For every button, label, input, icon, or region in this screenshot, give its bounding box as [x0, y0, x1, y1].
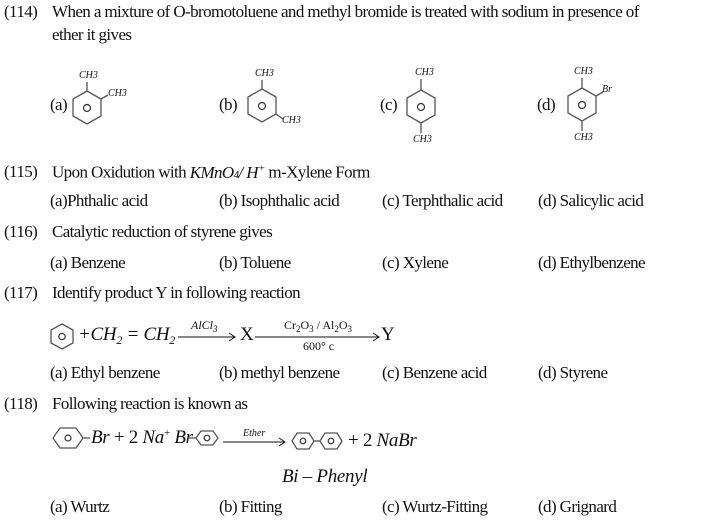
- question-number: (114): [4, 2, 38, 21]
- q115-option-b[interactable]: (b) Isophthalic acid: [219, 191, 340, 210]
- q115-option-a[interactable]: (a)Phthalic acid: [50, 191, 148, 210]
- q118-option-d[interactable]: (d) Grignard: [538, 497, 617, 516]
- q116-option-a[interactable]: (a) Benzene: [50, 253, 126, 272]
- question-118-number: (118): [4, 394, 38, 413]
- ch3-label: CH3: [282, 115, 301, 126]
- q118-option-a[interactable]: (a) Wurtz: [50, 497, 110, 516]
- ch3-label: CH3: [574, 66, 593, 77]
- ch3-label: CH3: [79, 70, 98, 81]
- option-c-label: (c): [380, 95, 398, 114]
- option-b-label: (b): [219, 95, 238, 114]
- product-y: Y: [381, 324, 395, 345]
- question-115-text: Upon Oxidution with KMnO4/ H+ m-Xylene Form: [52, 162, 370, 182]
- q117-option-b[interactable]: (b) methyl benzene: [219, 363, 340, 382]
- option-d-label: (d): [537, 95, 556, 114]
- br-label: Br: [602, 84, 612, 95]
- question-117-text: Identify product Y in following reaction: [52, 283, 301, 302]
- product-name-biphenyl: Bi – Phenyl: [282, 466, 368, 487]
- q116-option-d[interactable]: (d) Ethylbenzene: [538, 253, 645, 272]
- q116-option-c[interactable]: (c) Xylene: [382, 253, 449, 272]
- byproduct-nabr: + 2 NaBr: [348, 430, 417, 451]
- question-116-text: Catalytic reduction of styrene gives: [52, 222, 273, 241]
- catalyst-alcl3: AlCl$_3$: [191, 318, 218, 334]
- reagent-kmno4: KMnO4/ H+: [189, 162, 265, 182]
- q115-option-c[interactable]: (c) Terphthalic acid: [382, 191, 503, 210]
- option-a-label: (a): [50, 95, 68, 114]
- condition-ether: Ether: [243, 428, 266, 439]
- ch3-label: CH3: [415, 67, 434, 78]
- question-114-text-line2: ether it gives: [52, 25, 132, 44]
- q115-option-d[interactable]: (d) Salicylic acid: [538, 191, 644, 210]
- ch3-label: CH3: [108, 88, 127, 99]
- q118-option-b[interactable]: (b) Fitting: [219, 497, 282, 516]
- wurtz-reactants: Br + 2 Na+ Br: [91, 427, 193, 448]
- catalyst-cr2o3-al2o3: $Cr_2O_3 / Al_2O_3$: [284, 318, 353, 334]
- ch3-label: CH3: [255, 68, 274, 79]
- q118-option-c[interactable]: (c) Wurtz-Fitting: [382, 497, 488, 516]
- question-115-number: (115): [4, 162, 38, 181]
- question-117-number: (117): [4, 283, 38, 302]
- question-118-text: Following reaction is known as: [52, 394, 248, 413]
- question-116-number: (116): [4, 222, 38, 241]
- q117-option-c[interactable]: (c) Benzene acid: [382, 363, 487, 382]
- temperature-condition: 600° c: [303, 339, 335, 353]
- ch3-label: CH3: [413, 134, 432, 145]
- intermediate-x: X: [240, 324, 254, 345]
- ch3-label: CH3: [574, 132, 593, 143]
- q116-option-b[interactable]: (b) Toluene: [219, 253, 291, 272]
- q117-option-d[interactable]: (d) Styrene: [538, 363, 608, 382]
- question-114-text-line1: When a mixture of O-bromotoluene and methyl bromide is treated with sodium in presence of: [52, 2, 639, 21]
- q117-option-a[interactable]: (a) Ethyl benzene: [50, 363, 160, 382]
- ethylene-reactant: $+CH_2 = CH_2$: [78, 324, 175, 347]
